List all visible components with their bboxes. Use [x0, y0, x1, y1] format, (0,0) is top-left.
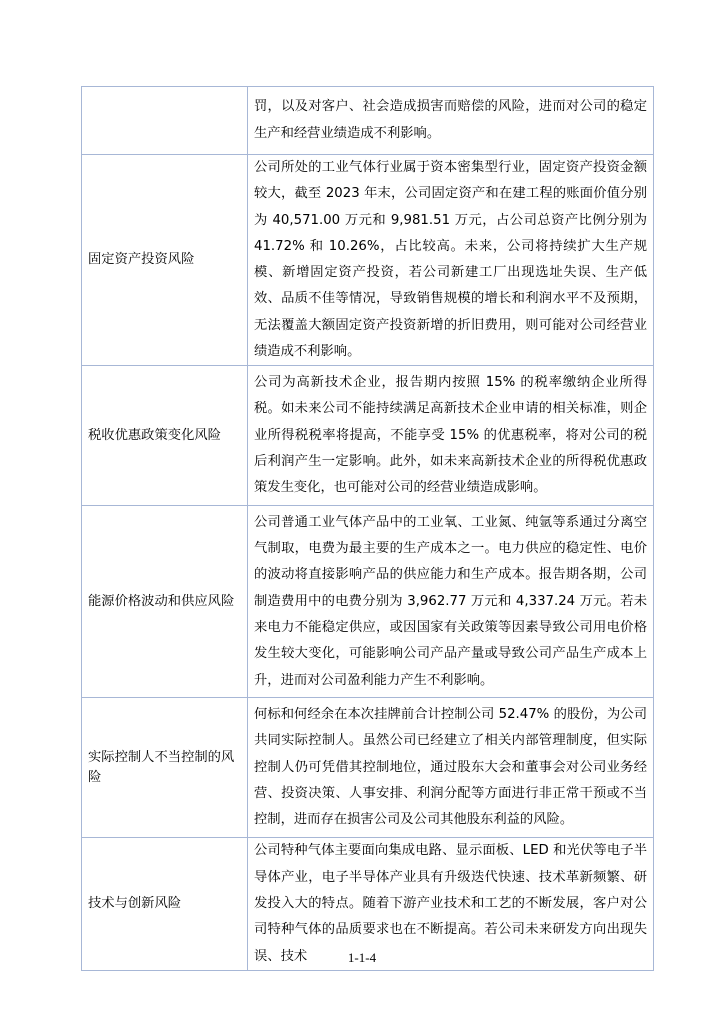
risk-name-cell: [82, 366, 248, 506]
risk-description-cell: [248, 506, 654, 698]
risk-description: 罚，以及对客户、社会造成损害而赔偿的风险，进而对公司的稳定生产和经营业绩造成不利影响。: [254, 99, 647, 141]
risk-description: 公司特种气体主要面向集成电路、显示面板、LED 和光伏等电子半导体产业，电子半导体产业具有升级迭代快速、技术革新频繁、研发投入大的特点。随着下游产业技术和工艺的不断发展，客户对公司特种气体的品质要求也在不断提高。若公司未来研发方向出现失误、技术: [254, 843, 647, 964]
risk-description-cell: [248, 87, 654, 155]
risk-name: 能源价格波动和供应风险: [88, 593, 235, 609]
risk-description-cell: [248, 698, 654, 838]
risk-name: 固定资产投资风险: [88, 252, 195, 268]
risk-description: 公司普通工业气体产品中的工业氧、工业氮、纯氩等系通过分离空气制取，电费为最主要的生产成本之一。电力供应的稳定性、电价的波动将直接影响产品的供应能力和生产成本。报告期各期，公司制造费用中的电费分别为 3,962.77 万元和 4,337.24 万元。若未来电力不能稳定供应，或因国家有关政策等因素导致公司用电价格发生较大变化，可能影响公司产品产量或导致公司产品生产成本上升，进而对公司盈利能力产生不利影响。: [254, 514, 647, 688]
table-row: [82, 366, 654, 506]
risk-name-cell: [82, 698, 248, 838]
risk-description: 何标和何经余在本次挂牌前合计控制公司 52.47% 的股份，为公司共同实际控制人。虽然公司已经建立了相关内部管理制度，但实际控制人仍可凭借其控制地位，通过股东大会和董事会对公司业务经营、投资决策、人事安排、利润分配等方面进行非正常干预或不当控制，进而存在损害公司及公司其他股东利益的风险。: [254, 707, 647, 828]
risk-description-cell: [248, 366, 654, 506]
risk-description: 公司所处的工业气体行业属于资本密集型行业，固定资产投资金额较大，截至 2023 年末，公司固定资产和在建工程的账面价值分别为 40,571.00 万元和 9,981.51 万元，占公司总资产比例分别为 41.72% 和 10.26%，占比较高。未来，公司将持续扩大生产规模、新增固定资产投资，若公司新建工厂出现选址失误、生产低效、品质不佳等情况，导致销售规模的增长和利润水平不及预期，无法覆盖大额固定资产投资新增的折旧费用，则可能对公司经营业绩造成不利影响。: [254, 160, 647, 360]
risk-name: 税收优惠政策变化风险: [88, 427, 221, 443]
table-row: [82, 698, 654, 838]
table-row: [82, 506, 654, 698]
risk-description: 公司为高新技术企业，报告期内按照 15% 的税率缴纳企业所得税。如未来公司不能持续满足高新技术企业申请的相关标准，则企业所得税税率将提高，不能享受 15% 的优惠税率，将对公司的税后利润产生一定影响。此外，如未来高新技术企业的所得税优惠政策发生变化，也可能对公司的经营业绩造成影响。: [254, 375, 647, 496]
risk-name: 技术与创新风险: [88, 896, 182, 912]
risk-name-cell: [82, 155, 248, 366]
page-number: 1-1-4: [347, 950, 377, 965]
table-row: [82, 87, 654, 155]
risk-description-cell: [248, 155, 654, 366]
risk-factor-table: [81, 86, 654, 971]
risk-name-cell: [82, 506, 248, 698]
table-row: [82, 155, 654, 366]
risk-name: 实际控制人不当控制的风险: [88, 749, 235, 785]
risk-name-cell: [82, 87, 248, 155]
